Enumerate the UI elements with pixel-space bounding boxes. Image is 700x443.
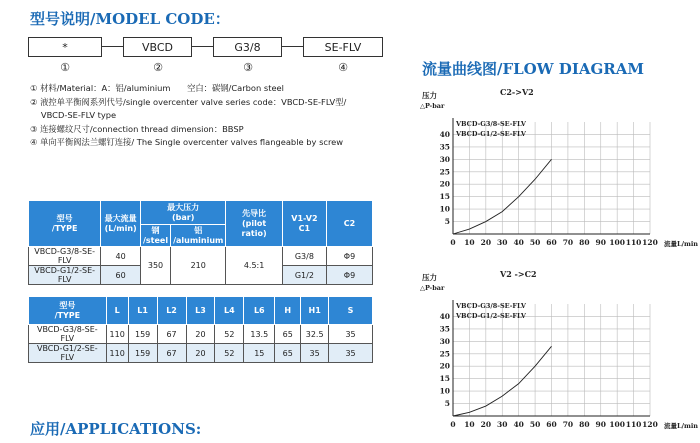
cell-dim: 67 (157, 325, 186, 344)
circle-number-1: ① (60, 61, 70, 74)
x-tick-label: 40 (513, 238, 524, 247)
cell-dim: 32.5 (301, 325, 329, 344)
legend-flange: ④ 单向平衡阀法兰螺钉连接/ The Single overcenter valves flangeable by screw (30, 137, 344, 147)
th-v1v2: V1-V2 C1 (282, 201, 326, 247)
code-box-thread: G3/8 (213, 37, 282, 57)
model-code-legend (30, 82, 346, 150)
flow-chart-svg (420, 86, 700, 256)
x-tick-label: 70 (562, 238, 574, 247)
x-tick-label: 100 (609, 238, 625, 247)
x-tick-label: 110 (625, 238, 642, 247)
th-c2: C2 (327, 201, 373, 247)
x-axis-unit-label: 流量L/min (664, 422, 699, 430)
th-dim: 型号 /TYPE (29, 297, 107, 325)
code-box-material: * (28, 37, 102, 57)
y-tick-label: 35 (439, 142, 450, 152)
cell-type: VBCD-G3/8-SE-FLV (29, 247, 101, 266)
applications-title: 应用/APPLICATIONS: (30, 420, 202, 438)
cell-dim: 65 (275, 325, 301, 344)
th-dim: L1 (128, 297, 157, 325)
th-dim: L3 (186, 297, 215, 325)
y-tick-label: 20 (439, 361, 450, 371)
th-dim: L6 (244, 297, 275, 325)
cell-port: G3/8 (282, 247, 326, 266)
cell-dim: 110 (106, 325, 128, 344)
y-tick-label: 15 (439, 192, 450, 202)
spec-table-pressure (28, 200, 373, 285)
cell-aluminium: 210 (171, 247, 226, 285)
cell-flow: 60 (101, 266, 141, 285)
circle-number-4: ④ (338, 61, 348, 74)
cell-type: VBCD-G3/8-SE-FLV (29, 325, 107, 344)
legend-series: ② 液控单平衡阀系列代号/single overcenter valve series code：VBCD-SE-FLV型/ (30, 96, 347, 107)
y-tick-label: 10 (439, 386, 450, 396)
legend-entry: VBCD-G1/2-SE-FLV (456, 312, 526, 320)
cell-type: VBCD-G1/2-SE-FLV (29, 266, 101, 285)
x-tick-label: 60 (546, 420, 557, 429)
th-pilot-ratio: 先导比 (pilot ratio) (226, 201, 282, 247)
th-max-pressure: 最大压力 (bar) (140, 201, 225, 225)
x-axis-unit-label: 流量L/min (664, 240, 699, 248)
x-tick-label: 10 (464, 420, 475, 429)
code-box-series: VBCD (123, 37, 192, 57)
cell-dim: 20 (186, 325, 215, 344)
th-steel: 钢 /steel (140, 225, 170, 247)
cell-type: VBCD-G1/2-SE-FLV (29, 344, 107, 363)
y-tick-label: 10 (439, 204, 450, 214)
y-tick-label: 35 (439, 324, 450, 334)
y-tick-label: 25 (439, 167, 450, 177)
code-dash (192, 46, 213, 47)
x-tick-label: 70 (562, 420, 574, 429)
th-type: 型号 /TYPE (29, 201, 101, 247)
cell-dim: 67 (157, 344, 186, 363)
cell-dim: 13.5 (244, 325, 275, 344)
x-tick-label: 120 (642, 420, 658, 429)
x-tick-label: 80 (579, 238, 590, 247)
x-tick-label: 80 (579, 420, 590, 429)
y-axis-pressure-label: 压力 (422, 91, 437, 100)
cell-pilot: 4.5:1 (226, 247, 282, 285)
x-tick-label: 30 (497, 238, 508, 247)
y-axis-unit-label: △P-bar (420, 284, 445, 292)
spec-table-dimensions (28, 296, 373, 363)
legend-entry: VBCD-G3/8-SE-FLV (456, 302, 526, 310)
legend-thread: ③ 连接螺纹尺寸/connection thread dimension：BBSP (30, 123, 244, 134)
circle-number-3: ③ (243, 61, 253, 74)
chart-title: C2->V2 (500, 87, 534, 97)
cell-dim: 159 (128, 344, 157, 363)
x-tick-label: 0 (450, 238, 456, 247)
x-tick-label: 90 (595, 420, 606, 429)
flow-chart-v2-c2 (420, 268, 700, 440)
code-box-type: SE-FLV (303, 37, 383, 57)
x-tick-label: 110 (625, 420, 642, 429)
y-tick-label: 15 (439, 374, 450, 384)
y-tick-label: 40 (439, 129, 450, 139)
y-axis-unit-label: △P-bar (420, 102, 445, 110)
cell-dim: 35 (329, 325, 373, 344)
x-tick-label: 90 (595, 238, 606, 247)
x-tick-label: 40 (513, 420, 524, 429)
model-code-title: 型号说明/MODEL CODE： (30, 10, 230, 28)
y-tick-label: 30 (439, 154, 450, 164)
cell-steel: 350 (140, 247, 170, 285)
x-tick-label: 100 (609, 420, 625, 429)
cell-dim: 65 (275, 344, 301, 363)
legend-series-cont: VBCD-SE-FLV type (30, 110, 117, 120)
legend-entry: VBCD-G3/8-SE-FLV (456, 120, 526, 128)
cell-dim: 20 (186, 344, 215, 363)
y-tick-label: 5 (444, 399, 450, 409)
cell-c2: Φ9 (327, 266, 373, 285)
cell-dim: 52 (215, 325, 244, 344)
cell-dim: 35 (329, 344, 373, 363)
y-tick-label: 40 (439, 311, 450, 321)
code-dash (102, 46, 123, 47)
th-dim: H (275, 297, 301, 325)
cell-dim: 110 (106, 344, 128, 363)
cell-c2: Φ9 (327, 247, 373, 266)
x-tick-label: 10 (464, 238, 475, 247)
x-tick-label: 60 (546, 238, 557, 247)
th-dim: S (329, 297, 373, 325)
th-max-flow: 最大流量 (L/min) (101, 201, 141, 247)
code-dash (282, 46, 303, 47)
flow-chart-c2-v2 (420, 86, 700, 256)
y-axis-pressure-label: 压力 (422, 273, 437, 282)
legend-entry: VBCD-G1/2-SE-FLV (456, 130, 526, 138)
x-tick-label: 20 (480, 238, 492, 247)
x-tick-label: 50 (529, 238, 541, 247)
th-dim: L (106, 297, 128, 325)
x-tick-label: 120 (642, 238, 658, 247)
th-dim: L4 (215, 297, 244, 325)
cell-dim: 159 (128, 325, 157, 344)
x-tick-label: 50 (529, 420, 541, 429)
th-dim: H1 (301, 297, 329, 325)
y-tick-label: 30 (439, 336, 450, 346)
legend-material: ① 材料/Material：A：铝/aluminium 空白：碳钢/Carbon steel (30, 83, 284, 93)
flow-chart-svg (420, 268, 700, 440)
th-dim: L2 (157, 297, 186, 325)
y-tick-label: 5 (444, 217, 450, 227)
x-tick-label: 0 (450, 420, 456, 429)
flow-diagram-title: 流量曲线图/FLOW DIAGRAM (422, 60, 644, 78)
cell-flow: 40 (101, 247, 141, 266)
x-tick-label: 20 (480, 420, 492, 429)
cell-dim: 52 (215, 344, 244, 363)
y-tick-label: 20 (439, 179, 450, 189)
circle-number-2: ② (153, 61, 163, 74)
x-tick-label: 30 (497, 420, 508, 429)
th-aluminium: 铝 /aluminium (171, 225, 226, 247)
cell-dim: 15 (244, 344, 275, 363)
y-tick-label: 25 (439, 349, 450, 359)
cell-port: G1/2 (282, 266, 326, 285)
cell-dim: 35 (301, 344, 329, 363)
chart-title: V2 ->C2 (500, 269, 537, 279)
